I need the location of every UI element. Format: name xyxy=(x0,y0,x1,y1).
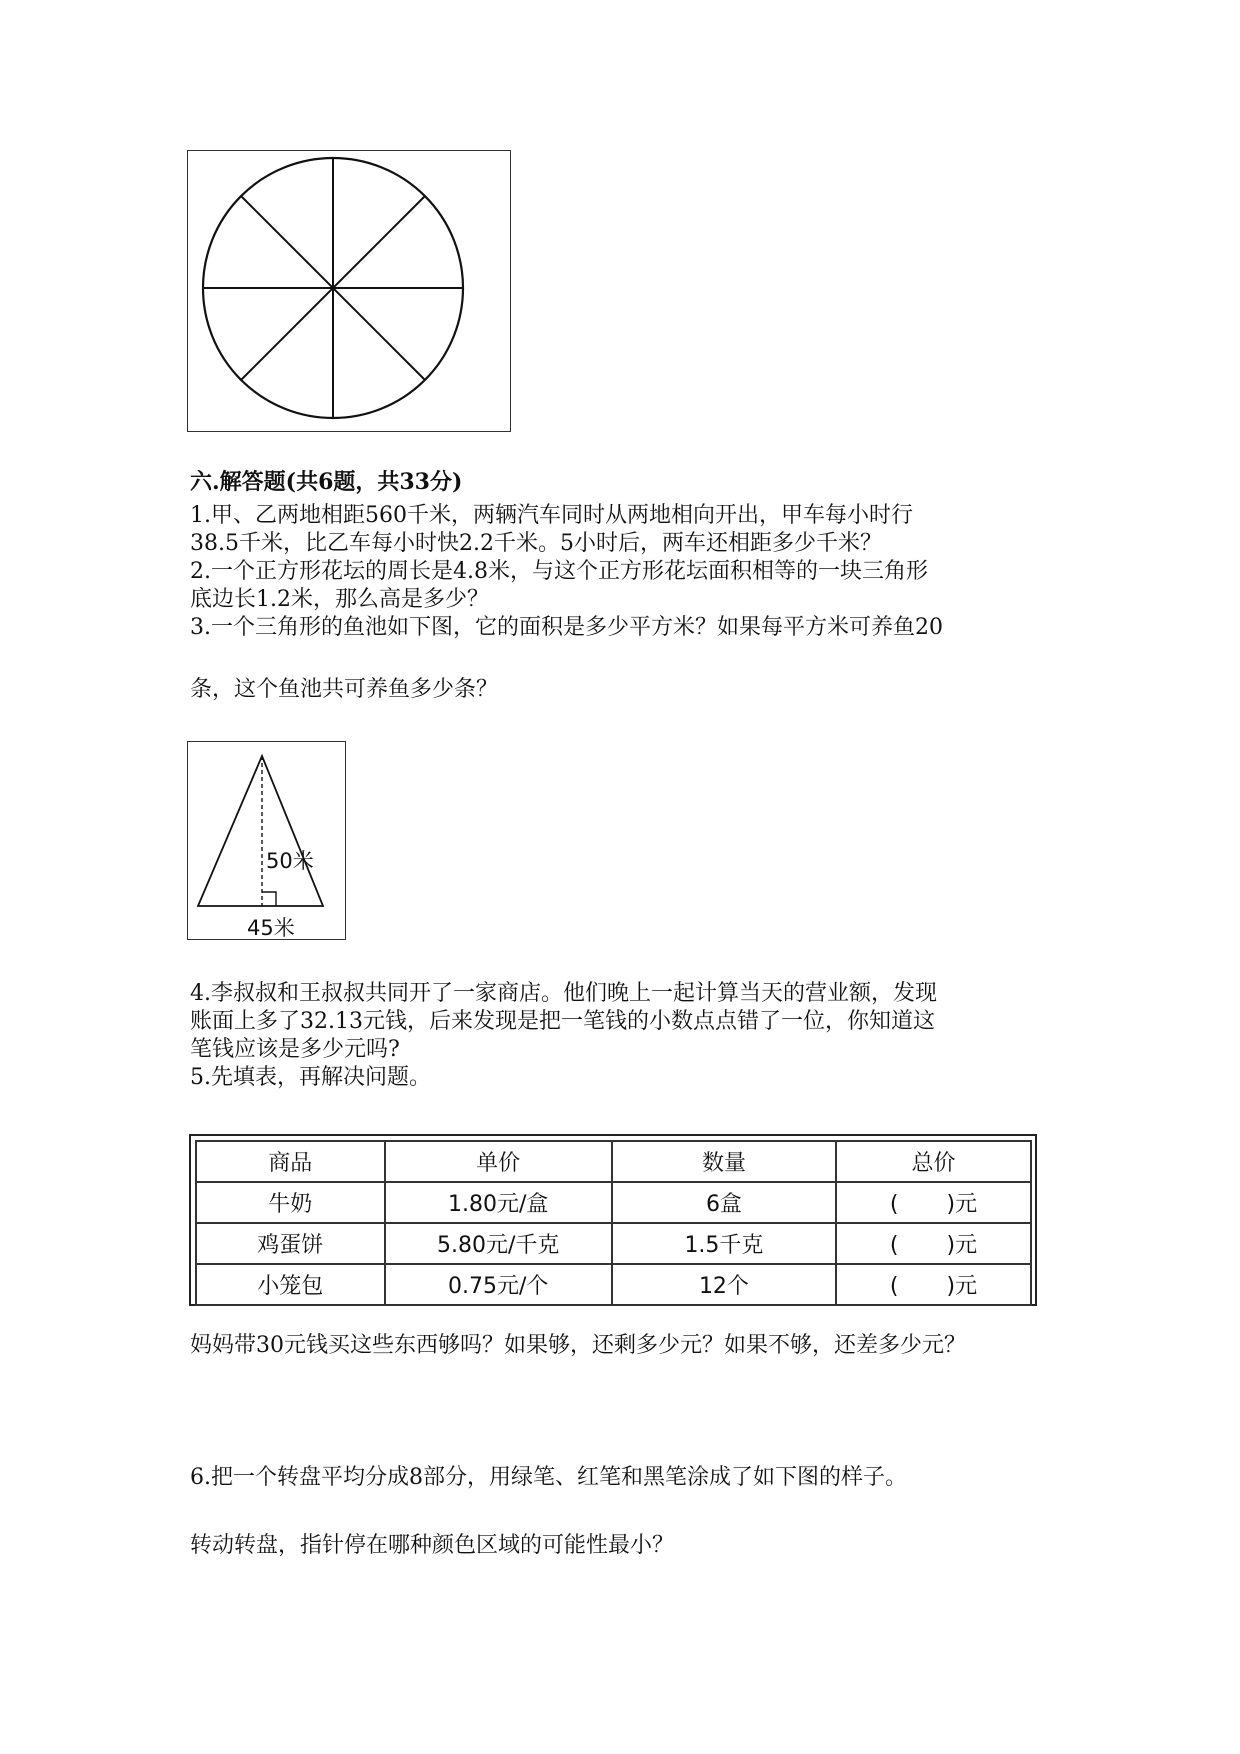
table-row xyxy=(196,1182,1031,1223)
table-cell-total xyxy=(836,1223,1031,1264)
question-3-line-2: 条，这个鱼池共可养鱼多少条？ xyxy=(190,677,499,702)
question-2-line-1: 2.一个正方形花坛的周长是4.8米，与这个正方形花坛面积相等的一块三角形 xyxy=(190,559,928,584)
table-cell-qty: 6盒 xyxy=(612,1182,836,1223)
total-open-paren: ( xyxy=(889,1274,899,1299)
triangle-base-label: 45米 xyxy=(247,916,295,940)
table-header-item: 商品 xyxy=(196,1141,385,1182)
table-cell-price: 0.75元/个 xyxy=(385,1264,612,1305)
table-row xyxy=(196,1264,1031,1305)
total-open-paren: ( xyxy=(889,1192,899,1217)
total-close-paren: )元 xyxy=(946,1233,978,1258)
total-close-paren: )元 xyxy=(946,1192,978,1217)
price-table xyxy=(189,1134,1037,1306)
table-header-price: 单价 xyxy=(385,1141,612,1182)
triangle-figure xyxy=(187,741,346,940)
question-1-line-1: 1.甲、乙两地相距560千米，两辆汽车同时从两地相向开出，甲车每小时行 xyxy=(190,503,913,528)
total-close-paren: )元 xyxy=(946,1274,978,1299)
question-4-line-1: 4.李叔叔和王叔叔共同开了一家商店。他们晚上一起计算当天的营业额，发现 xyxy=(190,981,937,1006)
triangle-diagram-icon xyxy=(188,742,345,939)
table-row xyxy=(196,1223,1031,1264)
question-5-follow-up: 妈妈带30元钱买这些东西够吗？如果够，还剩多少元？如果不够，还差多少元？ xyxy=(190,1333,966,1358)
section-heading: 六.解答题(共6题，共33分) xyxy=(190,469,463,495)
table-cell-qty: 1.5千克 xyxy=(612,1223,836,1264)
table-cell-qty: 12个 xyxy=(612,1264,836,1305)
question-6-line-1: 6.把一个转盘平均分成8部分，用绿笔、红笔和黑笔涂成了如下图的样子。 xyxy=(190,1465,907,1490)
total-open-paren: ( xyxy=(889,1233,899,1258)
spinner-circle-icon xyxy=(188,151,510,431)
table-header-row xyxy=(196,1141,1031,1182)
question-3-line-1: 3.一个三角形的鱼池如下图，它的面积是多少平方米？如果每平方米可养鱼20 xyxy=(190,615,943,640)
question-1-line-2: 38.5千米，比乙车每小时快2.2千米。5小时后，两车还相距多少千米？ xyxy=(190,531,882,556)
table-cell-item: 小笼包 xyxy=(196,1264,385,1305)
table-cell-price: 5.80元/千克 xyxy=(385,1223,612,1264)
question-2-line-2: 底边长1.2米，那么高是多少？ xyxy=(190,587,489,612)
question-4-line-3: 笔钱应该是多少元吗? xyxy=(190,1037,400,1062)
table-cell-total xyxy=(836,1264,1031,1305)
spinner-figure xyxy=(187,150,511,432)
triangle-height-label: 50米 xyxy=(266,849,314,873)
question-4-line-2: 账面上多了32.13元钱，后来发现是把一笔钱的小数点点错了一位，你知道这 xyxy=(190,1009,935,1034)
question-6-line-2: 转动转盘，指针停在哪种颜色区域的可能性最小？ xyxy=(190,1533,675,1558)
table-cell-total xyxy=(836,1182,1031,1223)
question-5-line-1: 5.先填表，再解决问题。 xyxy=(190,1065,431,1090)
table-cell-item: 鸡蛋饼 xyxy=(196,1223,385,1264)
table-cell-item: 牛奶 xyxy=(196,1182,385,1223)
table-cell-price: 1.80元/盒 xyxy=(385,1182,612,1223)
table-header-total: 总价 xyxy=(836,1141,1031,1182)
table-header-qty: 数量 xyxy=(612,1141,836,1182)
